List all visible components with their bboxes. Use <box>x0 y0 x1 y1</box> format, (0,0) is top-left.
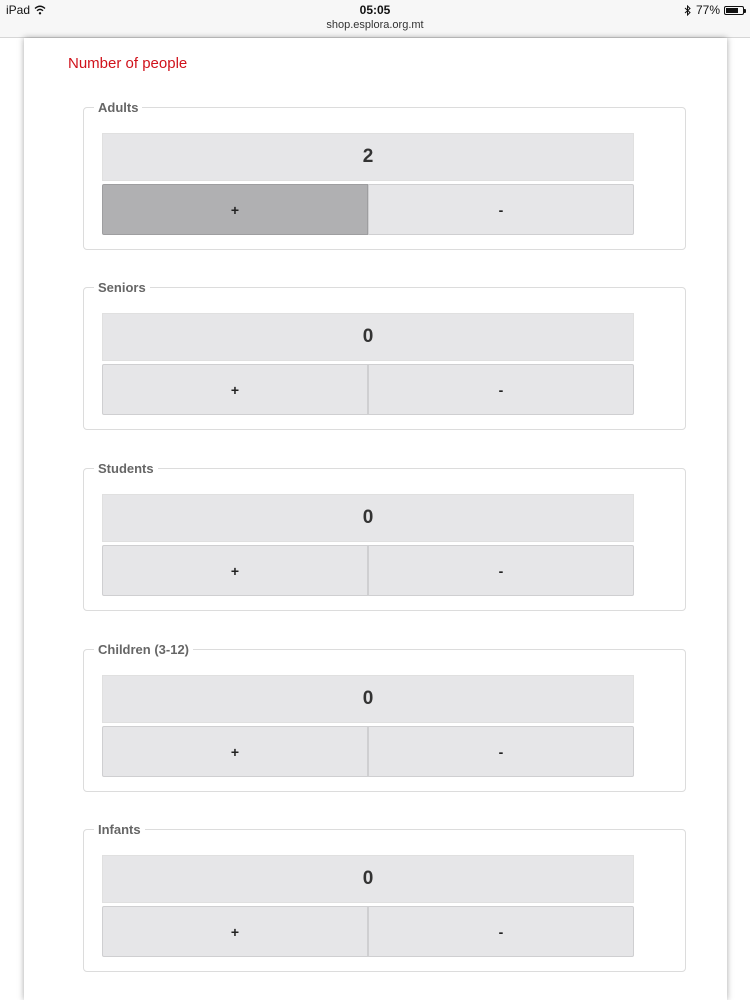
seniors-increment-button[interactable]: + <box>102 364 368 415</box>
infants-count: 0 <box>102 855 634 903</box>
children-increment-button[interactable]: + <box>102 726 368 777</box>
infants-decrement-button[interactable]: - <box>368 906 634 957</box>
battery-percent: 77% <box>695 3 720 17</box>
group-label: Seniors <box>98 280 146 295</box>
booking-card <box>24 38 727 1000</box>
adults-group <box>83 100 686 250</box>
seniors-decrement-button[interactable]: - <box>368 364 634 415</box>
status-right <box>684 3 744 17</box>
students-increment-button[interactable]: + <box>102 545 368 596</box>
students-decrement-button[interactable]: - <box>368 545 634 596</box>
infants-group <box>83 822 686 972</box>
clock: 05:05 <box>359 3 391 17</box>
students-count: 0 <box>102 494 634 542</box>
device-name: iPad <box>6 3 31 17</box>
adults-increment-button[interactable]: + <box>102 184 368 235</box>
battery-level-fill <box>726 8 738 13</box>
section-title: Number of people <box>68 55 188 72</box>
group-label: Students <box>98 461 154 476</box>
children-group <box>83 642 686 792</box>
battery-icon <box>724 6 744 15</box>
adults-decrement-button[interactable]: - <box>368 184 634 235</box>
status-bar <box>0 0 750 38</box>
group-label: Children (3-12) <box>98 642 190 657</box>
group-label: Adults <box>98 100 139 115</box>
adults-count: 2 <box>102 133 634 181</box>
address-bar-url[interactable]: shop.esplora.org.mt <box>326 19 424 31</box>
children-count: 0 <box>102 675 634 723</box>
bluetooth-icon <box>684 5 692 16</box>
infants-increment-button[interactable]: + <box>102 906 368 957</box>
seniors-group <box>83 280 686 430</box>
seniors-count: 0 <box>102 313 634 361</box>
students-group <box>83 461 686 611</box>
group-label: Infants <box>98 822 141 837</box>
children-decrement-button[interactable]: - <box>368 726 634 777</box>
